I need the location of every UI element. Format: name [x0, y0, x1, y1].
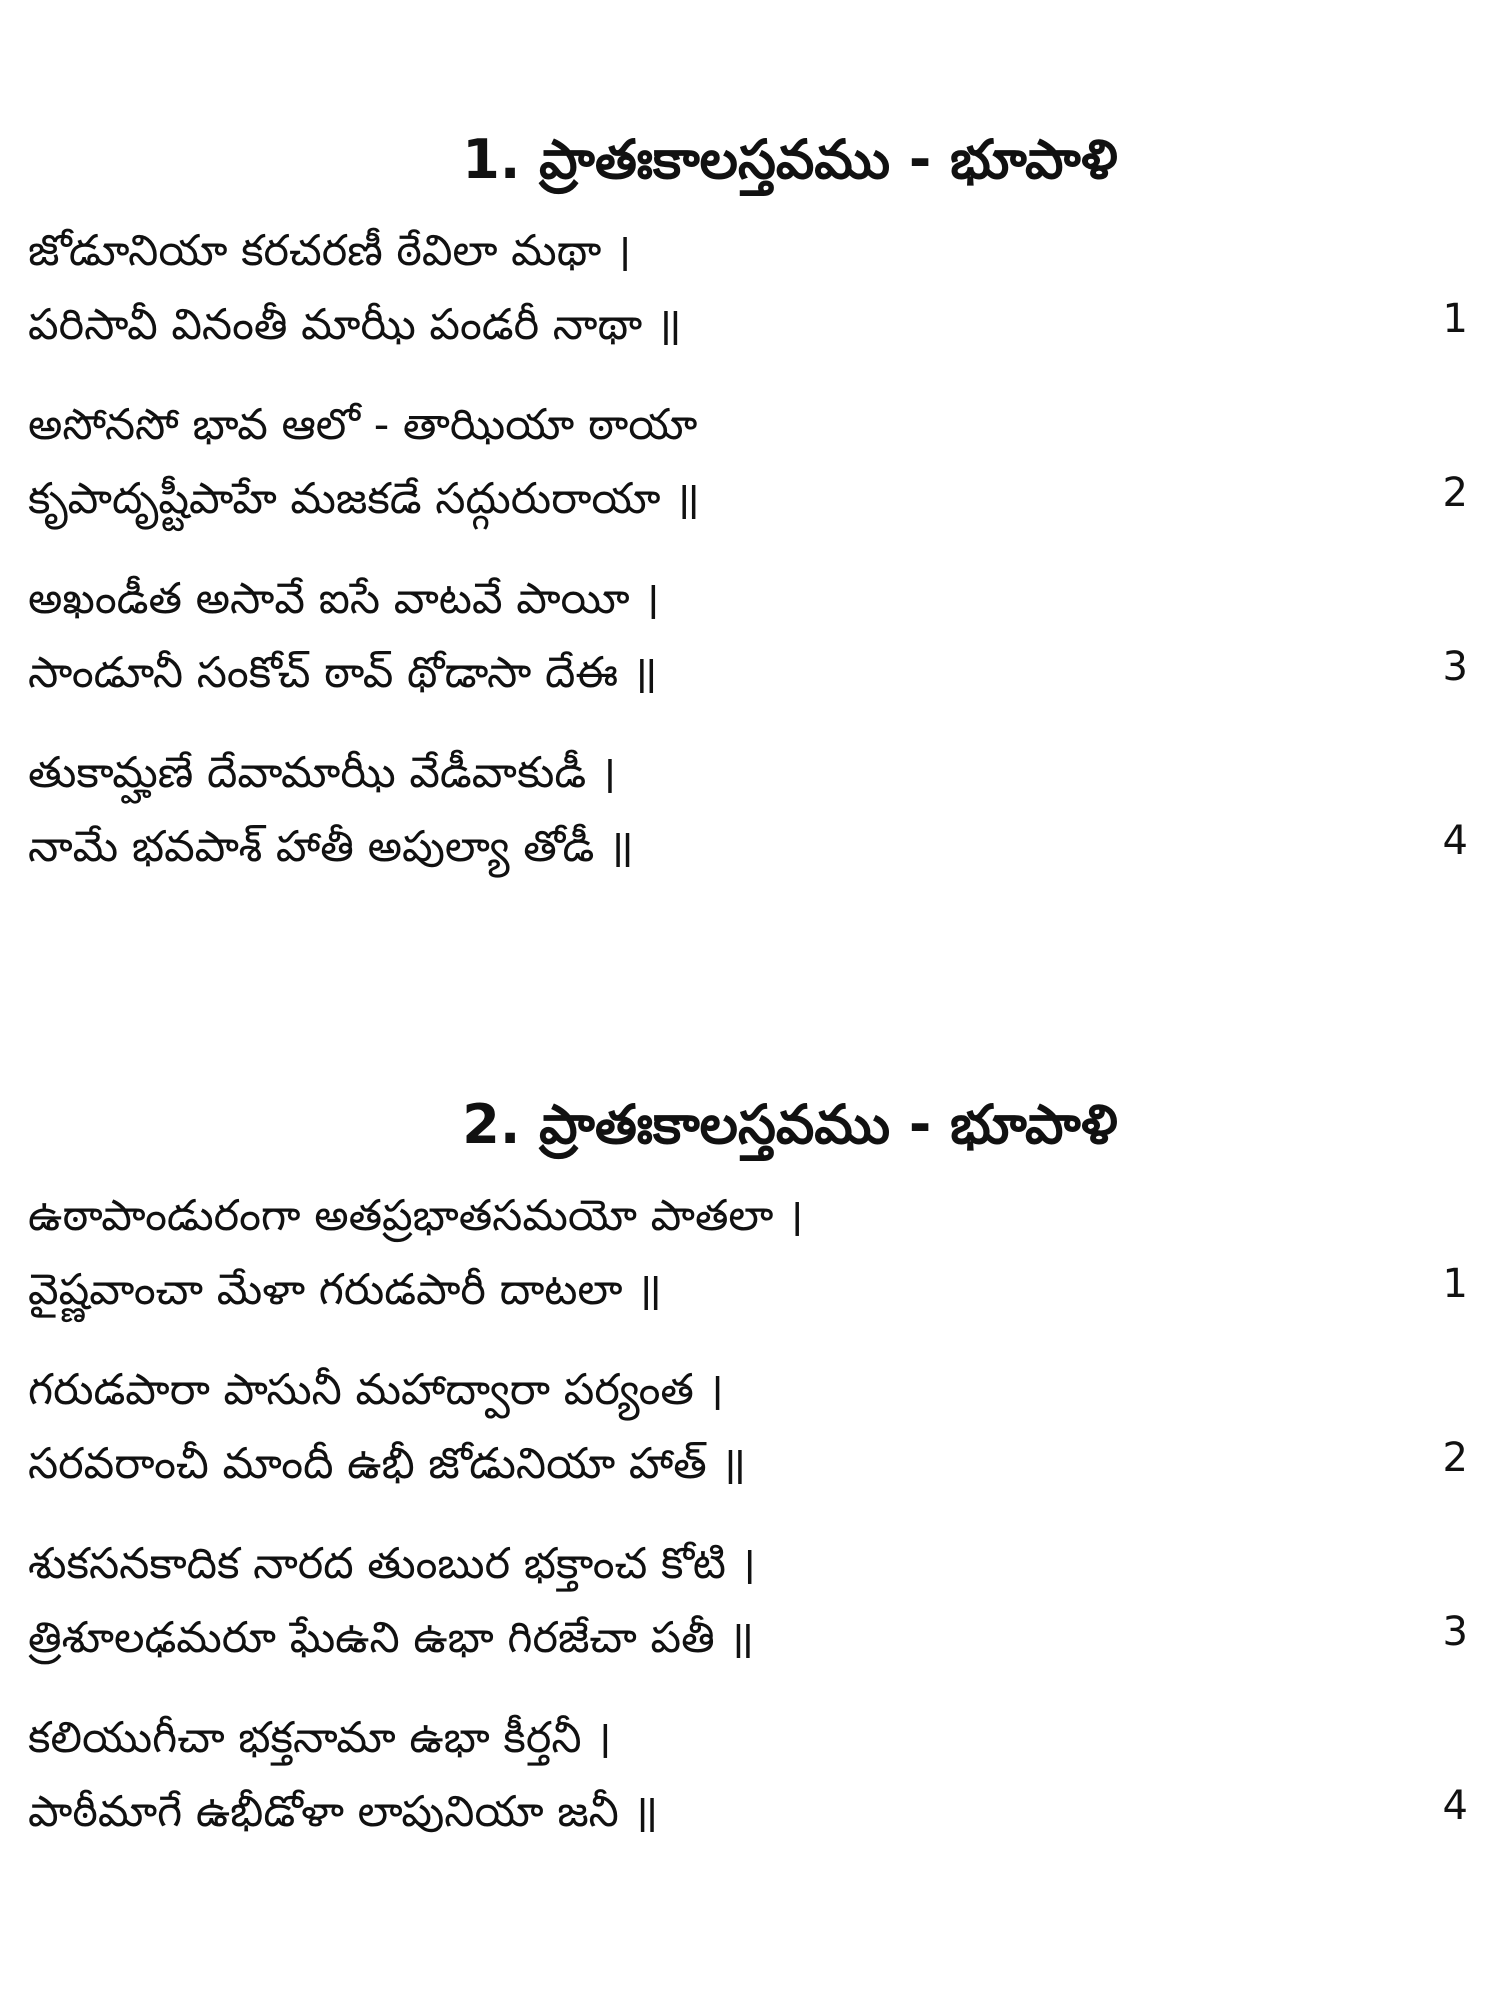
verse-line: జోడూనియా కరచరణీ ఠేవిలా మథా । — [28, 226, 632, 276]
verse-number: 3 — [1442, 1609, 1468, 1655]
verse-number: 1 — [1442, 296, 1468, 342]
section-heading: 2. ప్రాతఃకాలస్తవము - భూపాళి — [462, 1093, 1118, 1156]
verse-line: ఉఠాపాండురంగా అతప్రభాతసమయో పాతలా । — [28, 1191, 804, 1241]
verse-number: 2 — [1442, 1435, 1468, 1481]
verse-line: కృపాదృష్టీపాహే మజకడే సద్గురురాయా ॥ — [28, 474, 700, 524]
verse-block — [0, 1179, 1500, 1327]
verse-block — [0, 1701, 1500, 1849]
verse-line: పాఠీమాగే ఉభీడోళా లాపునియా జనీ ॥ — [28, 1787, 659, 1837]
verse-number: 1 — [1442, 1261, 1468, 1307]
verse-number: 2 — [1442, 470, 1468, 516]
verse-line: కలియుగీచా భక్తనామా ఉభా కీర్తనీ । — [28, 1713, 612, 1763]
section-2 — [0, 1085, 1500, 1875]
verse-number: 3 — [1442, 644, 1468, 690]
section-1 — [0, 120, 1500, 910]
verse-number: 4 — [1442, 818, 1468, 864]
verse-line: శుకసనకాదిక నారద తుంబుర భక్తాంచ కోటి । — [28, 1539, 756, 1589]
verse-block — [0, 388, 1500, 536]
verse-block — [0, 1353, 1500, 1501]
verse-line: నామే భవపాశ్ హాతీ అపుల్యా తోడీ ॥ — [28, 822, 634, 872]
verse-number: 4 — [1442, 1783, 1468, 1829]
verse-line: సరవరాంచీ మాందీ ఉభీ జోడునియా హాత్ ॥ — [28, 1439, 747, 1489]
verse-block — [0, 562, 1500, 710]
section-heading: 1. ప్రాతఃకాలస్తవము - భూపాళి — [462, 128, 1118, 191]
verse-line: సాండూనీ సంకోచ్ ఠావ్ థోడాసా దేఈ ॥ — [28, 648, 658, 698]
verse-line: వైష్ణవాంచా మేళా గరుడపారీ దాటలా ॥ — [28, 1265, 662, 1315]
verse-line: తుకామ్హణే దేవామాఝీ వేడీవాకుడీ । — [28, 748, 617, 798]
verse-line: అసోనసో భావ ఆలో - తాఝియా ఠాయా — [28, 400, 698, 450]
verse-block — [0, 1527, 1500, 1675]
verse-line: పరిసావీ వినంతీ మాఝీ పండరీ నాథా ॥ — [28, 300, 682, 350]
verse-line: త్రిశూలఢమరూ ఘేఉని ఉభా గిరజేచా పతీ ॥ — [28, 1613, 755, 1663]
verse-line: గరుడపారా పాసునీ మహాద్వారా పర్యంత । — [28, 1365, 724, 1415]
verse-line: అఖండీత అసావే ఐసే వాటవే పాయీ । — [28, 574, 660, 624]
verse-block — [0, 214, 1500, 362]
verse-block — [0, 736, 1500, 884]
